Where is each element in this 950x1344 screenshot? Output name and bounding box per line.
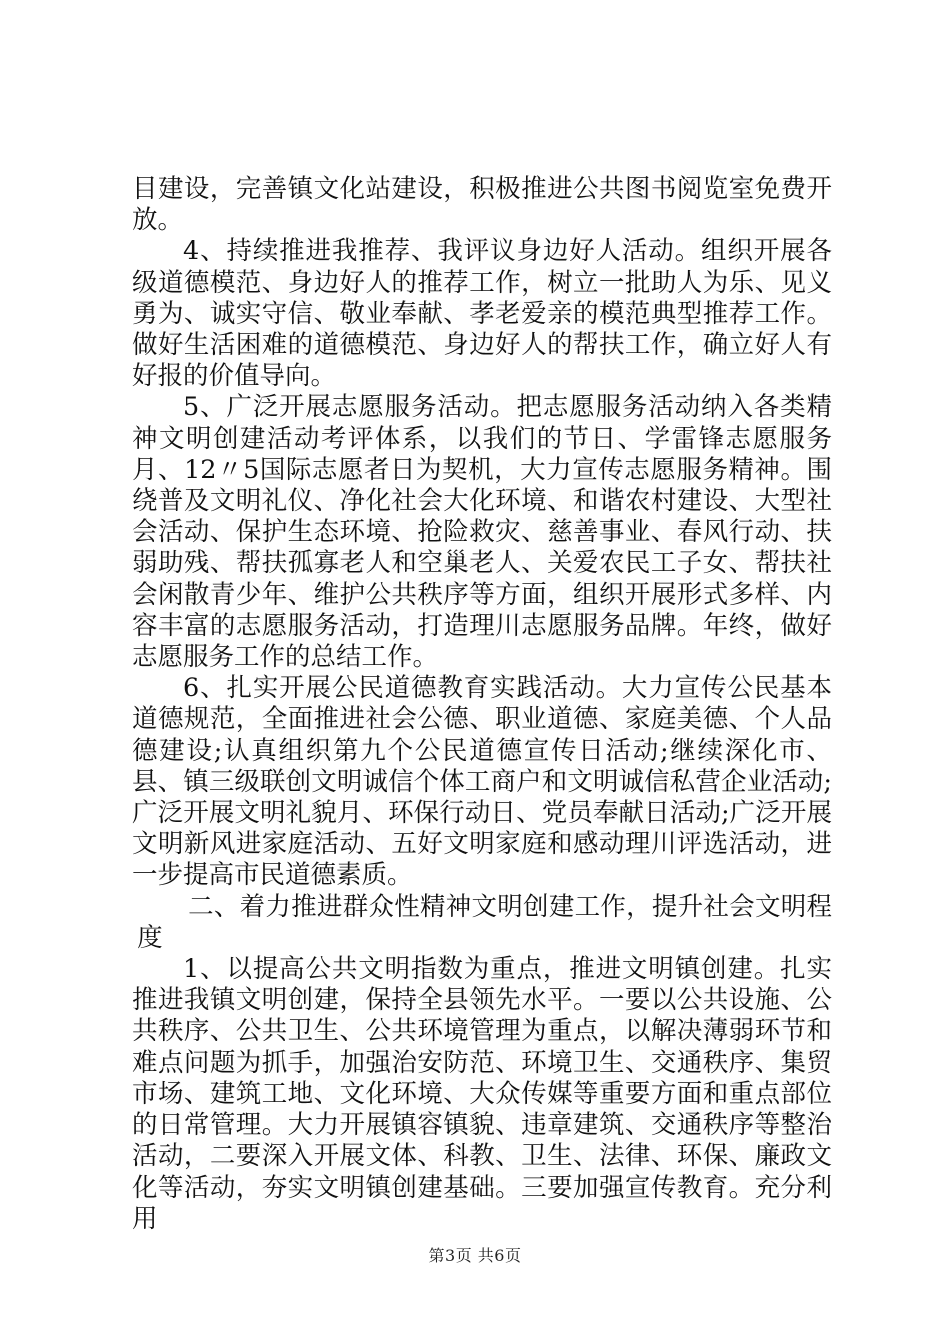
- paragraph-item-5: 5、广泛开展志愿服务活动。把志愿服务活动纳入各类精神文明创建活动考评体系，以我们的节日、学雷锋志愿服务月、12〃5国际志愿者日为契机，大力宣传志愿服务精神。围绕普及文明礼仪、净化社会大化环境、和谐农村建设、大型社会活动、保护生态环境、抢险救灾、慈善事业、春风行动、扶弱助残、帮扶孤寡老人和空巢老人、关爱农民工子女、帮扶社会闲散青少年、维护公共秩序等方面，组织开展形式多样、内容丰富的志愿服务活动，打造理川志愿服务品牌。年终，做好志愿服务工作的总结工作。: [132, 392, 832, 673]
- paragraph-item-6: 6、扎实开展公民道德教育实践活动。大力宣传公民基本道德规范，全面推进社会公德、职业道德、家庭美德、个人品德建设;认真组织第九个公民道德宣传日活动;继续深化市、县、镇三级联创文明诚信个体工商户和文明诚信私营企业活动;广泛开展文明礼貌月、环保行动日、党员奉献日活动;广泛开展文明新风进家庭活动、五好文明家庭和感动理川评选活动，进一步提高市民道德素质。: [132, 673, 832, 891]
- section-heading-2: 二、着力推进群众性精神文明创建工作，提升社会文明程度: [137, 891, 832, 953]
- page-footer: 第3页 共6页: [428, 1246, 522, 1265]
- document-body: [132, 174, 832, 1235]
- paragraph-item-1: 1、以提高公共文明指数为重点，推进文明镇创建。扎实推进我镇文明创建，保持全县领先水平。一要以公共设施、公共秩序、公共卫生、公共环境管理为重点，以解决薄弱环节和难点问题为抓手，加强治安防范、环境卫生、交通秩序、集贸市场、建筑工地、文化环境、大众传媒等重要方面和重点部位的日常管理。大力开展镇容镇貌、违章建筑、交通秩序等整治活动，二要深入开展文体、科教、卫生、法律、环保、廉政文化等活动，夯实文明镇创建基础。三要加强宣传教育。充分利用: [132, 954, 832, 1234]
- paragraph-continuation: 目建设，完善镇文化站建设，积极推进公共图书阅览室免费开放。: [132, 174, 832, 236]
- paragraph-item-4: 4、持续推进我推荐、我评议身边好人活动。组织开展各级道德模范、身边好人的推荐工作，树立一批助人为乐、见义勇为、诚实守信、敬业奉献、孝老爱亲的模范典型推荐工作。做好生活困难的道德模范、身边好人的帮扶工作，确立好人有好报的价值导向。: [132, 236, 832, 392]
